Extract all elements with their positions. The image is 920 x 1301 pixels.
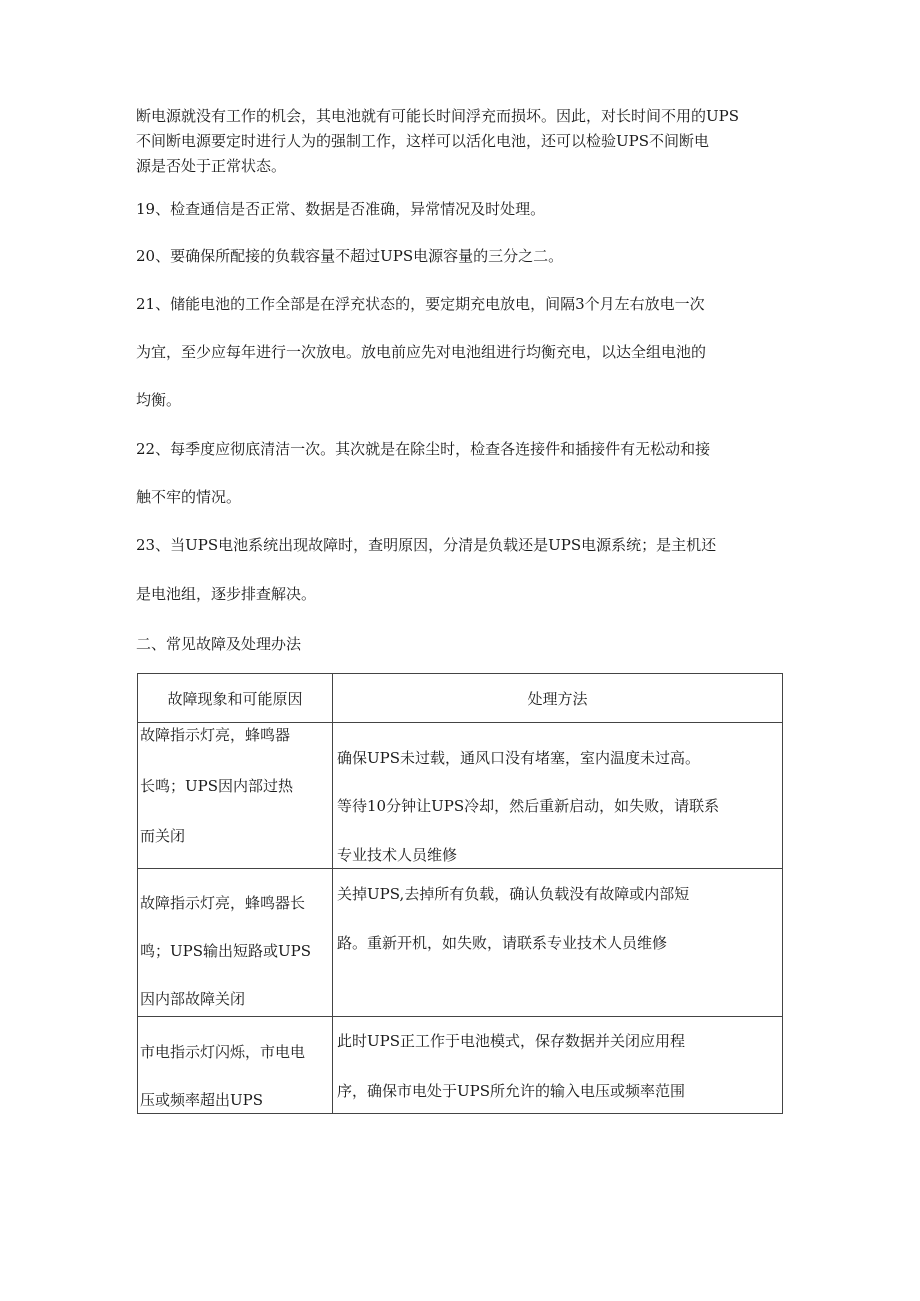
cell-line: 故障指示灯亮，蜂鸣器 <box>140 726 291 744</box>
item-21-line-2: 为宜，至少应每年进行一次放电。放电前应先对电池组进行均衡充电，以达全组电池的 <box>136 343 707 361</box>
cell-line: 等待10分钟让UPS冷却，然后重新启动，如失败，请联系 <box>337 797 720 815</box>
cell-line: 确保UPS未过载，通风口没有堵塞，室内温度未过高。 <box>337 749 701 767</box>
paragraph-continued-line-1: 断电源就没有工作的机会，其电池就有可能长时间浮充而损坏。因此，对长时间不用的UPS <box>136 107 740 125</box>
item-21-line-3: 均衡。 <box>136 391 182 409</box>
table-header-row <box>138 674 783 723</box>
table-cell-cause <box>138 723 333 869</box>
item-23-line-1: 23、当UPS电池系统出现故障时，查明原因，分清是负载还是UPS电源系统；是主机还 <box>136 536 717 554</box>
table-cell-method <box>333 723 783 869</box>
cell-line: 鸣；UPS输出短路或UPS <box>140 942 312 960</box>
table-cell-method <box>333 1017 783 1114</box>
cell-line: 因内部故障关闭 <box>140 990 246 1008</box>
cell-line: 序，确保市电处于UPS所允许的输入电压或频率范围 <box>337 1082 686 1100</box>
table-cell-cause <box>138 869 333 1017</box>
table-cell-cause <box>138 1017 333 1114</box>
cell-line: 关掉UPS,去掉所有负载，确认负载没有故障或内部短 <box>337 885 690 903</box>
table-row <box>138 723 783 869</box>
item-19: 19、检查通信是否正常、数据是否准确，异常情况及时处理。 <box>136 200 546 218</box>
cell-line: 路。重新开机，如失败，请联系专业技术人员维修 <box>337 934 668 952</box>
cell-line: 而关闭 <box>140 827 186 845</box>
item-23-line-2: 是电池组，逐步排查解决。 <box>136 585 317 603</box>
paragraph-continued-line-3: 源是否处于正常状态。 <box>136 157 287 175</box>
table-header-method: 处理方法 <box>333 674 783 723</box>
table-row <box>138 1017 783 1114</box>
fault-table <box>137 673 783 1114</box>
section-heading: 二、常见故障及处理办法 <box>136 635 302 653</box>
table-header-cause: 故障现象和可能原因 <box>138 674 333 723</box>
item-21-line-1: 21、储能电池的工作全部是在浮充状态的，要定期充电放电，间隔3个月左右放电一次 <box>136 295 705 313</box>
cell-line: 市电指示灯闪烁，市电电 <box>140 1043 306 1061</box>
table-row <box>138 869 783 1017</box>
cell-line: 长鸣；UPS因内部过热 <box>140 777 294 795</box>
cell-line: 此时UPS正工作于电池模式，保存数据并关闭应用程 <box>337 1032 686 1050</box>
cell-line: 专业技术人员维修 <box>337 846 458 864</box>
cell-line: 压或频率超出UPS <box>140 1091 264 1109</box>
cell-line: 故障指示灯亮，蜂鸣器长 <box>140 894 306 912</box>
item-22-line-1: 22、每季度应彻底清洁一次。其次就是在除尘时，检查各连接件和插接件有无松动和接 <box>136 440 711 458</box>
paragraph-continued-line-2: 不间断电源要定时进行人为的强制工作，这样可以活化电池，还可以检验UPS不间断电 <box>136 132 710 150</box>
table-cell-method <box>333 869 783 1017</box>
item-20: 20、要确保所配接的负载容量不超过UPS电源容量的三分之二。 <box>136 247 564 265</box>
item-22-line-2: 触不牢的情况。 <box>136 488 242 506</box>
